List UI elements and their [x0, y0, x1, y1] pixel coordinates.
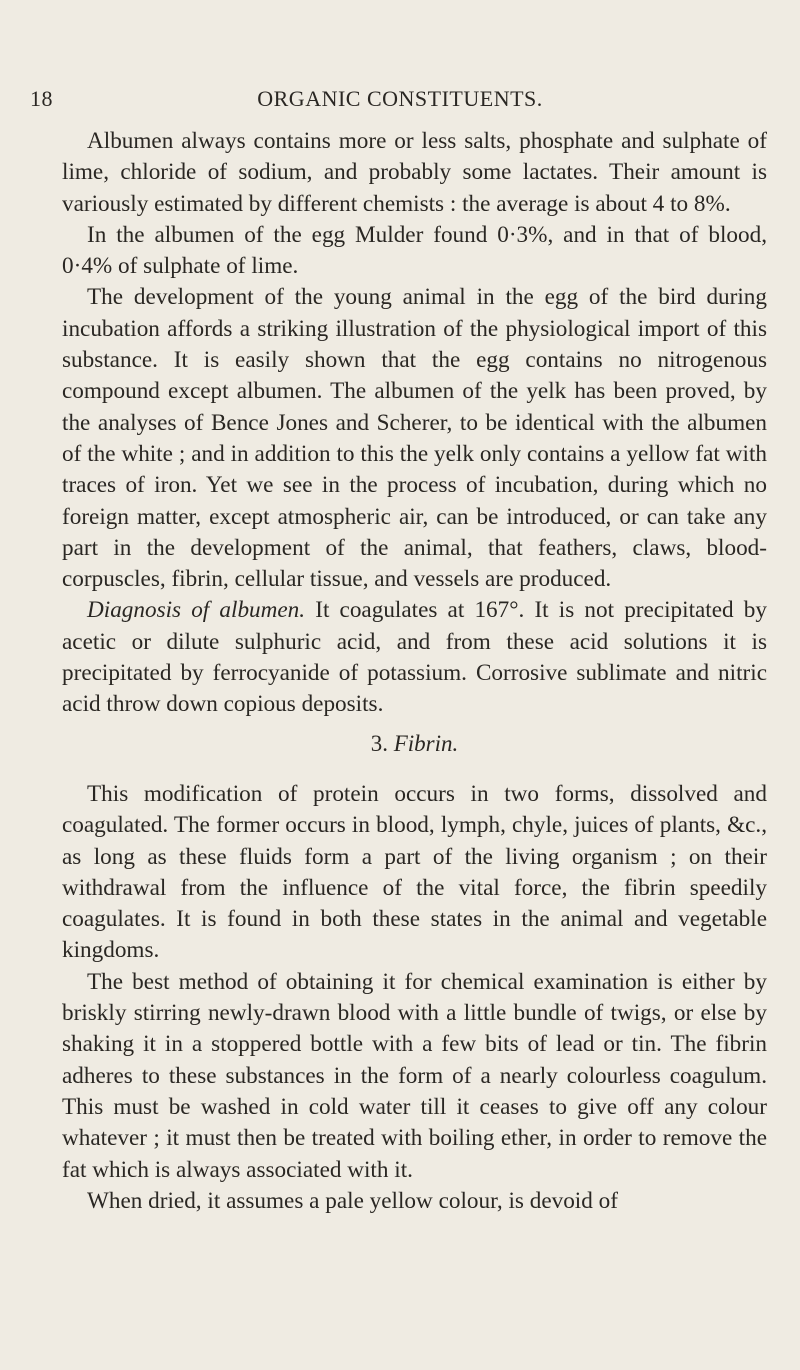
- paragraph-dried: When dried, it assumes a pale yellow colour, is devoid of: [87, 1187, 618, 1214]
- paragraph-development: The development of the young animal in the egg of the bird during incubation affords a striking illustration of the physiological import of this substance. It is easily shown that the egg contains no nitrogenous compound except albumen. The albumen of the yelk has been proved, by the analyses of Bence Jones and Scherer, to be identical with the albumen of the white ; and in addition to this the yelk only contains a yellow fat with traces of iron. Yet we see in the process of incubation, during which no foreign matter, except atmospheric air, can be introduced, or can take any part in the development of the animal, that feathers, claws, blood-corpuscles, fibrin, cellular tissue, and vessels are produced.: [62, 284, 767, 593]
- section-number: 3.: [370, 730, 388, 756]
- page-number: 18: [30, 86, 53, 111]
- body-text: [62, 126, 767, 1217]
- running-head: ORGANIC CONSTITUENTS.: [257, 86, 543, 111]
- paragraph-mulder: In the albumen of the egg Mulder found 0·3%, and in that of blood, 0·4% of sulphate of lime.: [62, 221, 767, 280]
- diagnosis-label: Diagnosis of albumen.: [87, 597, 306, 624]
- paragraph-method: The best method of obtaining it for chemical examination is either by briskly stirring newly-drawn blood with a little bundle of twigs, or else by shaking it in a stoppered bottle with a few bits of lead or tin. The fibrin adheres to these substances in the form of a nearly colourless coagulum. This must be washed in cold water till it ceases to give off any colour whatever ; it must then be treated with boiling ether, in order to remove the fat which is always associated with it.: [62, 968, 767, 1183]
- section-title: Fibrin.: [393, 730, 459, 756]
- page-header: [30, 86, 770, 114]
- diagnosis-text: It coagulates at 167°. It is not precipitated by acetic or dilute sulphuric acid, and from these acid solutions it is precipitated by ferrocyanide of potassium. Corrosive sublimate and nitric acid throw down copious deposits.: [62, 597, 767, 718]
- section-heading: [62, 728, 767, 759]
- paragraph-diagnosis: [62, 595, 767, 720]
- paragraph-salts: Albumen always contains more or less salts, phosphate and sulphate of lime, chloride of sodium, and probably some lactates. Their amount is variously estimated by different chemists : the average is about 4 to 8%.: [62, 128, 767, 217]
- paragraph-modification: This modification of protein occurs in two forms, dissolved and coagulated. The former occurs in blood, lymph, chyle, juices of plants, &c., as long as these fluids form a part of the living organism ; on their withdrawal from the influence of the vital force, the fibrin speedily coagulates. It is found in both these states in the animal and vegetable kingdoms.: [62, 780, 767, 964]
